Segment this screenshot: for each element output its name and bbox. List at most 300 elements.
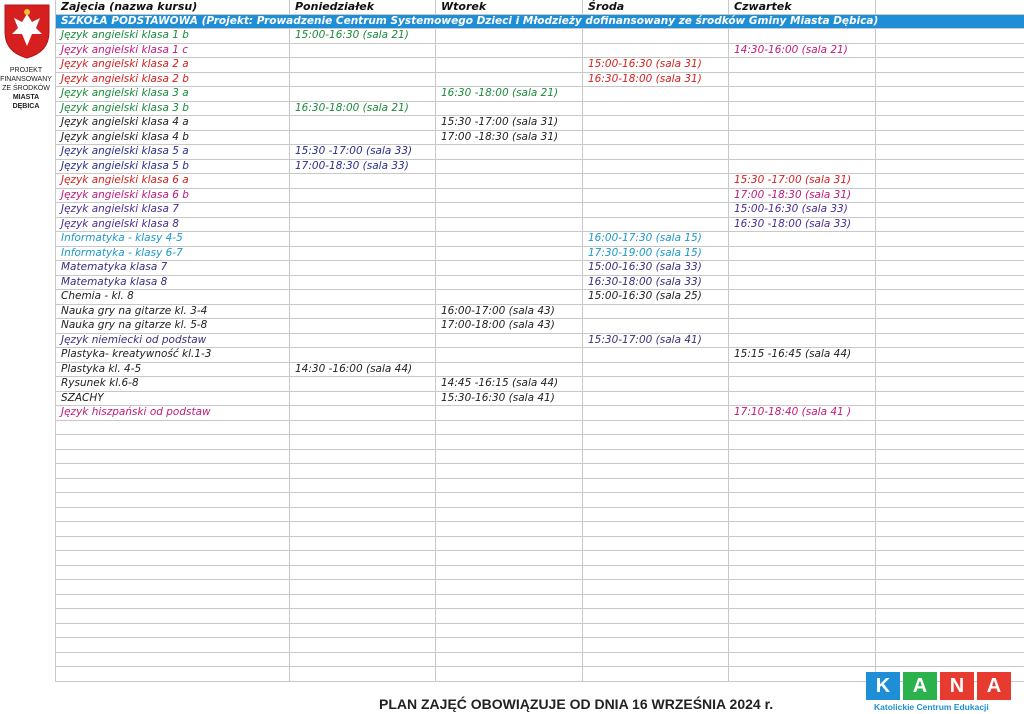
wednesday-slot: 16:00-17:30 (sala 15) bbox=[583, 232, 729, 247]
wednesday-slot bbox=[583, 29, 729, 44]
tuesday-slot bbox=[436, 72, 583, 87]
wednesday-slot bbox=[583, 362, 729, 377]
wednesday-slot bbox=[583, 101, 729, 116]
empty-row bbox=[56, 464, 1024, 479]
schedule-row bbox=[56, 87, 1024, 102]
logo-caption-line: PROJEKT bbox=[9, 67, 43, 74]
wednesday-slot bbox=[583, 348, 729, 363]
empty-cell bbox=[583, 580, 729, 595]
thursday-slot bbox=[729, 290, 876, 305]
schedule-table bbox=[55, 0, 1024, 682]
empty-cell bbox=[876, 565, 1024, 580]
empty-cell bbox=[729, 609, 876, 624]
empty-cell bbox=[290, 493, 436, 508]
empty-cell bbox=[583, 464, 729, 479]
extra-slot bbox=[876, 87, 1024, 102]
empty-cell bbox=[436, 478, 583, 493]
empty-cell bbox=[56, 493, 290, 508]
tuesday-slot: 14:45 -16:15 (sala 44) bbox=[436, 377, 583, 392]
empty-row bbox=[56, 435, 1024, 450]
header-monday: Poniedziałek bbox=[290, 0, 436, 14]
empty-row bbox=[56, 609, 1024, 624]
extra-slot bbox=[876, 101, 1024, 116]
extra-slot bbox=[876, 43, 1024, 58]
empty-cell bbox=[436, 652, 583, 667]
empty-row bbox=[56, 551, 1024, 566]
thursday-slot: 16:30 -18:00 (sala 33) bbox=[729, 217, 876, 232]
tuesday-slot bbox=[436, 101, 583, 116]
monday-slot: 16:30-18:00 (sala 21) bbox=[290, 101, 436, 116]
empty-cell bbox=[729, 536, 876, 551]
empty-cell bbox=[56, 594, 290, 609]
header-wednesday: Środa bbox=[583, 0, 729, 14]
monday-slot bbox=[290, 377, 436, 392]
monday-slot bbox=[290, 174, 436, 189]
schedule-row bbox=[56, 362, 1024, 377]
empty-row bbox=[56, 449, 1024, 464]
tuesday-slot: 15:30-16:30 (sala 41) bbox=[436, 391, 583, 406]
empty-cell bbox=[290, 667, 436, 682]
extra-slot bbox=[876, 116, 1024, 131]
empty-cell bbox=[876, 478, 1024, 493]
course-name: Język angielski klasa 3 b bbox=[56, 101, 290, 116]
empty-cell bbox=[56, 652, 290, 667]
schedule-row bbox=[56, 275, 1024, 290]
course-name: Informatyka - klasy 4-5 bbox=[56, 232, 290, 247]
thursday-slot bbox=[729, 58, 876, 73]
monday-slot bbox=[290, 246, 436, 261]
wednesday-slot: 15:00-16:30 (sala 31) bbox=[583, 58, 729, 73]
empty-cell bbox=[876, 652, 1024, 667]
empty-cell bbox=[876, 551, 1024, 566]
monday-slot: 14:30 -16:00 (sala 44) bbox=[290, 362, 436, 377]
empty-cell bbox=[56, 609, 290, 624]
empty-cell bbox=[583, 435, 729, 450]
kana-tiles bbox=[866, 672, 1011, 700]
empty-cell bbox=[436, 493, 583, 508]
monday-slot bbox=[290, 188, 436, 203]
course-name: Język angielski klasa 6 b bbox=[56, 188, 290, 203]
wednesday-slot bbox=[583, 188, 729, 203]
extra-slot bbox=[876, 362, 1024, 377]
empty-cell bbox=[583, 652, 729, 667]
tuesday-slot bbox=[436, 406, 583, 421]
empty-cell bbox=[583, 493, 729, 508]
empty-cell bbox=[583, 667, 729, 682]
wednesday-slot bbox=[583, 116, 729, 131]
extra-slot bbox=[876, 188, 1024, 203]
tuesday-slot bbox=[436, 362, 583, 377]
tuesday-slot: 17:00 -18:30 (sala 31) bbox=[436, 130, 583, 145]
empty-row bbox=[56, 652, 1024, 667]
tuesday-slot bbox=[436, 203, 583, 218]
course-name: Język hiszpański od podstaw bbox=[56, 406, 290, 421]
schedule-row bbox=[56, 377, 1024, 392]
empty-row bbox=[56, 536, 1024, 551]
empty-cell bbox=[876, 623, 1024, 638]
tuesday-slot bbox=[436, 348, 583, 363]
empty-cell bbox=[876, 609, 1024, 624]
wednesday-slot: 16:30-18:00 (sala 31) bbox=[583, 72, 729, 87]
empty-cell bbox=[436, 609, 583, 624]
thursday-slot bbox=[729, 377, 876, 392]
empty-row bbox=[56, 420, 1024, 435]
tuesday-slot bbox=[436, 43, 583, 58]
tuesday-slot: 17:00-18:00 (sala 43) bbox=[436, 319, 583, 334]
monday-slot bbox=[290, 72, 436, 87]
thursday-slot bbox=[729, 304, 876, 319]
tuesday-slot: 16:00-17:00 (sala 43) bbox=[436, 304, 583, 319]
schedule-row bbox=[56, 246, 1024, 261]
empty-cell bbox=[583, 565, 729, 580]
plan-validity-note: PLAN ZAJĘĆ OBOWIĄZUJE OD DNIA 16 WRZEŚNIA 2024 r. bbox=[379, 696, 774, 712]
course-name: Matematyka klasa 7 bbox=[56, 261, 290, 276]
monday-slot bbox=[290, 130, 436, 145]
course-name: Język angielski klasa 2 b bbox=[56, 72, 290, 87]
schedule-row bbox=[56, 304, 1024, 319]
empty-cell bbox=[290, 623, 436, 638]
empty-cell bbox=[56, 565, 290, 580]
empty-cell bbox=[729, 478, 876, 493]
schedule-row bbox=[56, 348, 1024, 363]
empty-row bbox=[56, 478, 1024, 493]
extra-slot bbox=[876, 261, 1024, 276]
empty-cell bbox=[436, 464, 583, 479]
schedule-row bbox=[56, 130, 1024, 145]
schedule-row bbox=[56, 391, 1024, 406]
empty-cell bbox=[876, 638, 1024, 653]
extra-slot bbox=[876, 217, 1024, 232]
course-name: Chemia - kl. 8 bbox=[56, 290, 290, 305]
wednesday-slot bbox=[583, 174, 729, 189]
empty-row bbox=[56, 565, 1024, 580]
course-name: Język angielski klasa 4 b bbox=[56, 130, 290, 145]
wednesday-slot bbox=[583, 377, 729, 392]
empty-cell bbox=[290, 507, 436, 522]
monday-slot bbox=[290, 333, 436, 348]
thursday-slot bbox=[729, 159, 876, 174]
schedule-row bbox=[56, 217, 1024, 232]
header-tuesday: Wtorek bbox=[436, 0, 583, 14]
thursday-slot bbox=[729, 101, 876, 116]
extra-slot bbox=[876, 174, 1024, 189]
empty-cell bbox=[876, 449, 1024, 464]
course-name: Język angielski klasa 1 c bbox=[56, 43, 290, 58]
empty-cell bbox=[729, 449, 876, 464]
kana-subtitle: Katolickie Centrum Edukacji bbox=[874, 702, 989, 712]
empty-cell bbox=[436, 507, 583, 522]
header-row bbox=[56, 0, 1024, 14]
empty-row bbox=[56, 623, 1024, 638]
empty-cell bbox=[290, 638, 436, 653]
wednesday-slot bbox=[583, 319, 729, 334]
empty-cell bbox=[729, 652, 876, 667]
empty-cell bbox=[583, 551, 729, 566]
schedule-row bbox=[56, 29, 1024, 44]
schedule-row bbox=[56, 72, 1024, 87]
extra-slot bbox=[876, 290, 1024, 305]
course-name: Nauka gry na gitarze kl. 5-8 bbox=[56, 319, 290, 334]
schedule-row bbox=[56, 188, 1024, 203]
extra-slot bbox=[876, 377, 1024, 392]
thursday-slot bbox=[729, 246, 876, 261]
empty-cell bbox=[290, 536, 436, 551]
kana-letter-tile: A bbox=[977, 672, 1011, 700]
tuesday-slot bbox=[436, 159, 583, 174]
logo-caption-line: ZE ŚRODKÓW bbox=[2, 85, 50, 92]
tuesday-slot bbox=[436, 174, 583, 189]
empty-cell bbox=[583, 594, 729, 609]
course-name: Język niemiecki od podstaw bbox=[56, 333, 290, 348]
empty-cell bbox=[583, 449, 729, 464]
schedule-row bbox=[56, 406, 1024, 421]
empty-cell bbox=[56, 536, 290, 551]
wednesday-slot: 16:30-18:00 (sala 33) bbox=[583, 275, 729, 290]
empty-cell bbox=[56, 464, 290, 479]
monday-slot bbox=[290, 391, 436, 406]
empty-cell bbox=[729, 551, 876, 566]
empty-cell bbox=[729, 435, 876, 450]
tuesday-slot bbox=[436, 290, 583, 305]
extra-slot bbox=[876, 406, 1024, 421]
tuesday-slot bbox=[436, 261, 583, 276]
monday-slot bbox=[290, 304, 436, 319]
empty-cell bbox=[583, 609, 729, 624]
course-name: Język angielski klasa 1 b bbox=[56, 29, 290, 44]
thursday-slot bbox=[729, 72, 876, 87]
empty-cell bbox=[290, 609, 436, 624]
schedule-row bbox=[56, 333, 1024, 348]
schedule-row bbox=[56, 203, 1024, 218]
empty-cell bbox=[729, 565, 876, 580]
extra-slot bbox=[876, 58, 1024, 73]
monday-slot bbox=[290, 319, 436, 334]
schedule-row bbox=[56, 319, 1024, 334]
empty-cell bbox=[436, 594, 583, 609]
empty-cell bbox=[436, 536, 583, 551]
empty-row bbox=[56, 522, 1024, 537]
empty-cell bbox=[56, 449, 290, 464]
logo-caption bbox=[0, 66, 52, 111]
thursday-slot bbox=[729, 319, 876, 334]
tuesday-slot: 16:30 -18:00 (sala 21) bbox=[436, 87, 583, 102]
wednesday-slot bbox=[583, 159, 729, 174]
empty-cell bbox=[290, 420, 436, 435]
monday-slot bbox=[290, 43, 436, 58]
empty-cell bbox=[56, 522, 290, 537]
empty-cell bbox=[876, 464, 1024, 479]
empty-cell bbox=[290, 449, 436, 464]
course-name: Język angielski klasa 6 a bbox=[56, 174, 290, 189]
thursday-slot bbox=[729, 391, 876, 406]
schedule-row bbox=[56, 101, 1024, 116]
empty-cell bbox=[729, 638, 876, 653]
course-name: Plastyka kl. 4-5 bbox=[56, 362, 290, 377]
empty-cell bbox=[583, 507, 729, 522]
kana-letter-tile: N bbox=[940, 672, 974, 700]
monday-slot bbox=[290, 116, 436, 131]
tuesday-slot bbox=[436, 275, 583, 290]
schedule-row bbox=[56, 290, 1024, 305]
extra-slot bbox=[876, 130, 1024, 145]
empty-cell bbox=[583, 420, 729, 435]
course-name: Nauka gry na gitarze kl. 3-4 bbox=[56, 304, 290, 319]
tuesday-slot bbox=[436, 145, 583, 160]
empty-cell bbox=[876, 536, 1024, 551]
kana-letter-tile: A bbox=[903, 672, 937, 700]
empty-cell bbox=[583, 478, 729, 493]
empty-cell bbox=[729, 667, 876, 682]
thursday-slot bbox=[729, 232, 876, 247]
monday-slot: 15:30 -17:00 (sala 33) bbox=[290, 145, 436, 160]
thursday-slot bbox=[729, 145, 876, 160]
empty-cell bbox=[729, 507, 876, 522]
schedule-row bbox=[56, 174, 1024, 189]
course-name: Język angielski klasa 8 bbox=[56, 217, 290, 232]
empty-cell bbox=[290, 565, 436, 580]
empty-cell bbox=[436, 522, 583, 537]
empty-cell bbox=[56, 507, 290, 522]
tuesday-slot bbox=[436, 58, 583, 73]
monday-slot bbox=[290, 58, 436, 73]
course-name: Język angielski klasa 2 a bbox=[56, 58, 290, 73]
debica-coat-of-arms-icon bbox=[2, 2, 52, 60]
wednesday-slot bbox=[583, 130, 729, 145]
empty-cell bbox=[436, 623, 583, 638]
course-name: Język angielski klasa 5 a bbox=[56, 145, 290, 160]
thursday-slot bbox=[729, 130, 876, 145]
empty-cell bbox=[56, 435, 290, 450]
wednesday-slot bbox=[583, 406, 729, 421]
course-name: Rysunek kl.6-8 bbox=[56, 377, 290, 392]
thursday-slot: 14:30-16:00 (sala 21) bbox=[729, 43, 876, 58]
wednesday-slot bbox=[583, 217, 729, 232]
schedule-row bbox=[56, 261, 1024, 276]
monday-slot: 17:00-18:30 (sala 33) bbox=[290, 159, 436, 174]
tuesday-slot bbox=[436, 29, 583, 44]
monday-slot bbox=[290, 261, 436, 276]
empty-cell bbox=[729, 493, 876, 508]
monday-slot bbox=[290, 217, 436, 232]
empty-cell bbox=[729, 580, 876, 595]
thursday-slot bbox=[729, 362, 876, 377]
course-name: Plastyka- kreatywność kl.1-3 bbox=[56, 348, 290, 363]
extra-slot bbox=[876, 391, 1024, 406]
empty-cell bbox=[436, 580, 583, 595]
monday-slot bbox=[290, 232, 436, 247]
empty-cell bbox=[729, 420, 876, 435]
monday-slot bbox=[290, 203, 436, 218]
empty-cell bbox=[583, 536, 729, 551]
header-extra bbox=[876, 0, 1024, 14]
course-name: Język angielski klasa 5 b bbox=[56, 159, 290, 174]
empty-cell bbox=[290, 580, 436, 595]
wednesday-slot: 17:30-19:00 (sala 15) bbox=[583, 246, 729, 261]
thursday-slot bbox=[729, 116, 876, 131]
empty-cell bbox=[876, 493, 1024, 508]
tuesday-slot bbox=[436, 232, 583, 247]
thursday-slot: 17:00 -18:30 (sala 31) bbox=[729, 188, 876, 203]
monday-slot bbox=[290, 406, 436, 421]
empty-cell bbox=[290, 435, 436, 450]
extra-slot bbox=[876, 348, 1024, 363]
empty-cell bbox=[290, 551, 436, 566]
wednesday-slot bbox=[583, 43, 729, 58]
monday-slot bbox=[290, 290, 436, 305]
kana-letter-tile: K bbox=[866, 672, 900, 700]
empty-cell bbox=[876, 522, 1024, 537]
course-name: Matematyka klasa 8 bbox=[56, 275, 290, 290]
empty-cell bbox=[729, 594, 876, 609]
course-name: Język angielski klasa 3 a bbox=[56, 87, 290, 102]
empty-cell bbox=[729, 522, 876, 537]
monday-slot bbox=[290, 348, 436, 363]
thursday-slot bbox=[729, 275, 876, 290]
empty-cell bbox=[56, 580, 290, 595]
monday-slot bbox=[290, 87, 436, 102]
tuesday-slot bbox=[436, 188, 583, 203]
empty-cell bbox=[436, 449, 583, 464]
empty-cell bbox=[436, 551, 583, 566]
empty-row bbox=[56, 580, 1024, 595]
extra-slot bbox=[876, 319, 1024, 334]
tuesday-slot bbox=[436, 246, 583, 261]
wednesday-slot: 15:00-16:30 (sala 33) bbox=[583, 261, 729, 276]
empty-row bbox=[56, 594, 1024, 609]
extra-slot bbox=[876, 246, 1024, 261]
wednesday-slot bbox=[583, 87, 729, 102]
empty-cell bbox=[876, 580, 1024, 595]
schedule-row bbox=[56, 116, 1024, 131]
empty-cell bbox=[56, 420, 290, 435]
extra-slot bbox=[876, 333, 1024, 348]
wednesday-slot: 15:30-17:00 (sala 41) bbox=[583, 333, 729, 348]
empty-cell bbox=[436, 667, 583, 682]
wednesday-slot: 15:00-16:30 (sala 25) bbox=[583, 290, 729, 305]
wednesday-slot bbox=[583, 304, 729, 319]
empty-cell bbox=[583, 623, 729, 638]
course-name: Informatyka - klasy 6-7 bbox=[56, 246, 290, 261]
thursday-slot bbox=[729, 261, 876, 276]
empty-cell bbox=[729, 623, 876, 638]
empty-cell bbox=[876, 507, 1024, 522]
empty-cell bbox=[436, 435, 583, 450]
empty-row bbox=[56, 507, 1024, 522]
course-name: Język angielski klasa 7 bbox=[56, 203, 290, 218]
schedule-row bbox=[56, 159, 1024, 174]
empty-cell bbox=[876, 435, 1024, 450]
logo-caption-line: MIASTA bbox=[12, 94, 40, 101]
empty-cell bbox=[56, 638, 290, 653]
extra-slot bbox=[876, 159, 1024, 174]
empty-cell bbox=[56, 478, 290, 493]
schedule-row bbox=[56, 58, 1024, 73]
thursday-slot: 15:00-16:30 (sala 33) bbox=[729, 203, 876, 218]
monday-slot: 15:00-16:30 (sala 21) bbox=[290, 29, 436, 44]
empty-cell bbox=[290, 478, 436, 493]
empty-cell bbox=[56, 551, 290, 566]
extra-slot bbox=[876, 304, 1024, 319]
schedule-row bbox=[56, 43, 1024, 58]
kana-logo bbox=[866, 672, 1011, 712]
header-course: Zajęcia (nazwa kursu) bbox=[56, 0, 290, 14]
header-thursday: Czwartek bbox=[729, 0, 876, 14]
logo-caption-line: FINANSOWANY bbox=[0, 76, 52, 83]
thursday-slot: 17:10-18:40 (sala 41 ) bbox=[729, 406, 876, 421]
empty-cell bbox=[876, 594, 1024, 609]
empty-cell bbox=[436, 565, 583, 580]
extra-slot bbox=[876, 232, 1024, 247]
